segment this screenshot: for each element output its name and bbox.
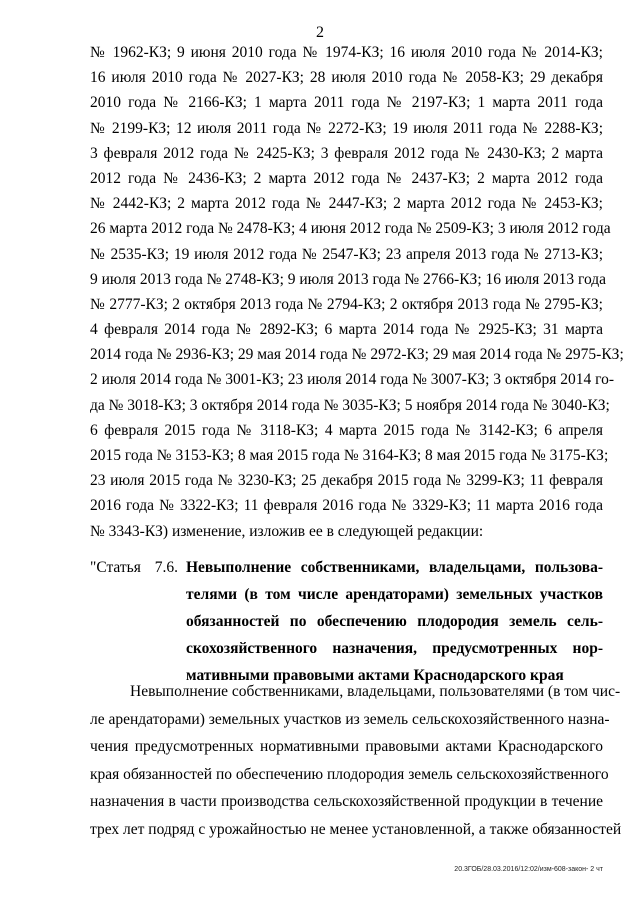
article-heading-line: телями (в том числе арендаторами) земельных участков: [186, 586, 603, 603]
amendment-list-text: [90, 40, 624, 544]
text-line: № 2777-КЗ; 2 октября 2013 года № 2794-КЗ; 2 октября 2013 года № 2795-КЗ;: [90, 295, 603, 313]
text-line: № 2199-КЗ; 12 июля 2011 года № 2272-КЗ; 19 июля 2011 года № 2288-КЗ;: [90, 119, 603, 137]
text-line: № 1962-КЗ; 9 июня 2010 года № 1974-КЗ; 16 июля 2010 года № 2014-КЗ;: [90, 44, 603, 61]
text-line: 2010 года № 2166-КЗ; 1 марта 2011 года № 2197-КЗ; 1 марта 2011 года: [90, 94, 603, 112]
article-paragraph: [90, 678, 622, 843]
text-line: 6 февраля 2015 года № 3118-КЗ; 4 марта 2015 года № 3142-КЗ; 6 апреля: [90, 421, 603, 439]
article-heading-line: скохозяйственного назначения, предусмотренных нор-: [186, 640, 603, 657]
text-line: 2015 года № 3153-КЗ; 8 мая 2015 года № 3164-КЗ; 8 мая 2015 года № 3175-КЗ;: [90, 447, 609, 464]
text-line: № 2535-КЗ; 19 июля 2012 года № 2547-КЗ; 23 апреля 2013 года № 2713-КЗ;: [90, 245, 603, 263]
text-line: 2 июля 2014 года № 3001-КЗ; 23 июля 2014 года № 3007-КЗ; 3 октября 2014 го-: [90, 371, 615, 389]
article-label: "Статья 7.6.: [90, 559, 178, 576]
text-line: 23 июля 2015 года № 3230-КЗ; 25 декабря 2015 года № 3299-КЗ; 11 февраля: [90, 472, 603, 490]
text-line: трех лет подряд с урожайностью не менее установленной, а также обязанностей: [90, 820, 622, 838]
text-line: 26 марта 2012 года № 2478-КЗ; 4 июня 2012 года № 2509-КЗ; 3 июля 2012 года: [90, 220, 611, 238]
page-number: 2: [316, 24, 324, 41]
text-line: 2016 года № 3322-КЗ; 11 февраля 2016 года № 3329-КЗ; 11 марта 2016 года: [90, 497, 603, 515]
text-line: 2012 года № 2436-КЗ; 2 марта 2012 года № 2437-КЗ; 2 марта 2012 года: [90, 169, 603, 187]
text-line: № 2442-КЗ; 2 марта 2012 года № 2447-КЗ; 2 марта 2012 года № 2453-КЗ;: [90, 195, 603, 213]
article-heading-line: обязанностей по обеспечению плодородия земель сель-: [186, 613, 603, 630]
text-line: назначения в части производства сельскохозяйственной продукции в течение: [90, 793, 603, 810]
text-line: 4 февраля 2014 года № 2892-КЗ; 6 марта 2014 года № 2925-КЗ; 31 марта: [90, 321, 603, 339]
article-heading-line: Невыполнение собственниками, владельцами, пользова-: [186, 559, 603, 576]
article-heading-block: [90, 554, 603, 689]
text-line: чения предусмотренных нормативными правовыми актами Краснодарского: [90, 738, 603, 755]
text-line: края обязанностей по обеспечению плодородия земель сельскохозяйственного: [90, 765, 609, 783]
text-line: 9 июля 2013 года № 2748-КЗ; 9 июля 2013 года № 2766-КЗ; 16 июля 2013 года: [90, 270, 607, 288]
text-line: 16 июля 2010 года № 2027-КЗ; 28 июля 2010 года № 2058-КЗ; 29 декабря: [90, 69, 603, 87]
text-line: № 3343-КЗ) изменение, изложив ее в следующей редакции:: [90, 522, 484, 540]
text-line: да № 3018-КЗ; 3 октября 2014 года № 3035-КЗ; 5 ноября 2014 года № 3040-КЗ;: [90, 396, 610, 414]
article-first-line: [90, 554, 603, 581]
article-heading-line: мативными правовыми актами Краснодарского края: [186, 667, 564, 684]
text-line: 2014 года № 2936-КЗ; 29 мая 2014 года № 2972-КЗ; 29 мая 2014 года № 2975-КЗ;: [90, 346, 624, 364]
text-line: 3 февраля 2012 года № 2425-КЗ; 3 февраля 2012 года № 2430-КЗ; 2 марта: [90, 144, 603, 162]
text-line: ле арендаторами) земельных участков из земель сельскохозяйственного назна-: [90, 710, 610, 728]
document-footer-code: 20.3ГОБ/28.03.2016/12:02/изм-608-закон- 2 чт: [454, 866, 603, 873]
text-line: Невыполнение собственниками, владельцами, пользователями (в том чис-: [130, 683, 621, 700]
